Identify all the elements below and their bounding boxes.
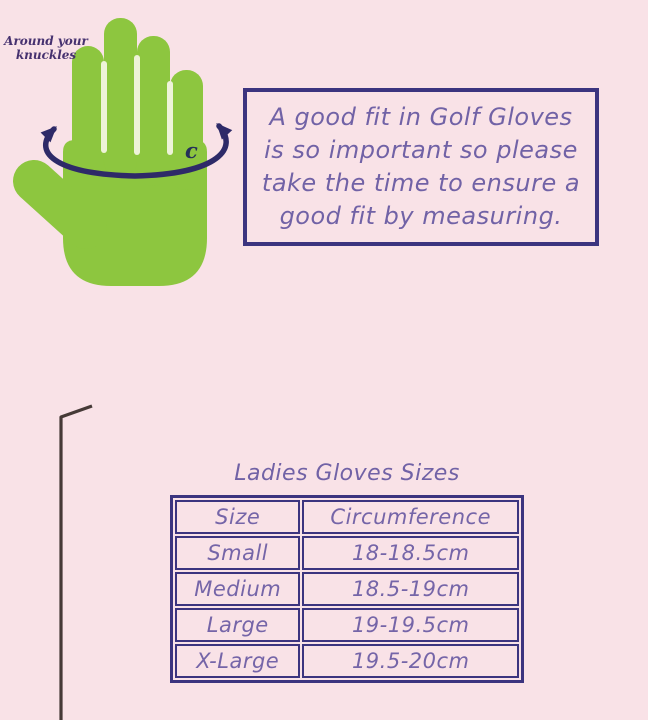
circumference-cell: 18.5-19cm [302, 572, 519, 606]
index-finger [72, 46, 104, 176]
ring-finger [137, 36, 170, 186]
table-row [175, 536, 519, 570]
ladies-sizes-section [170, 461, 524, 683]
header-circumference: Circumference [302, 500, 519, 534]
circumference-letter: c [185, 138, 198, 163]
table-header-row [175, 500, 519, 534]
table-row [175, 572, 519, 606]
knuckles-label-line1: Around your [4, 34, 88, 48]
table-title: Ladies Gloves Sizes [234, 461, 460, 486]
fit-advice-line: good fit by measuring. [279, 202, 563, 230]
circumference-cell: 19.5-20cm [302, 644, 519, 678]
ladies-sizes-table [170, 495, 524, 683]
fit-advice-line: is so important so please [264, 136, 578, 164]
fit-advice-line: take the time to ensure a [261, 169, 581, 197]
size-cell: Medium [175, 572, 300, 606]
knuckles-label [2, 34, 90, 62]
header-size: Size [175, 500, 300, 534]
knuckles-label-line2: knuckles [15, 48, 77, 62]
circumference-cell: 19-19.5cm [302, 608, 519, 642]
fit-advice-box [243, 88, 599, 246]
middle-finger [104, 18, 137, 178]
fit-advice-line: A good fit in Golf Gloves [269, 103, 573, 131]
size-cell: Small [175, 536, 300, 570]
table-row [175, 608, 519, 642]
size-cell: X-Large [175, 644, 300, 678]
circumference-cell: 18-18.5cm [302, 536, 519, 570]
table-row [175, 644, 519, 678]
size-cell: Large [175, 608, 300, 642]
